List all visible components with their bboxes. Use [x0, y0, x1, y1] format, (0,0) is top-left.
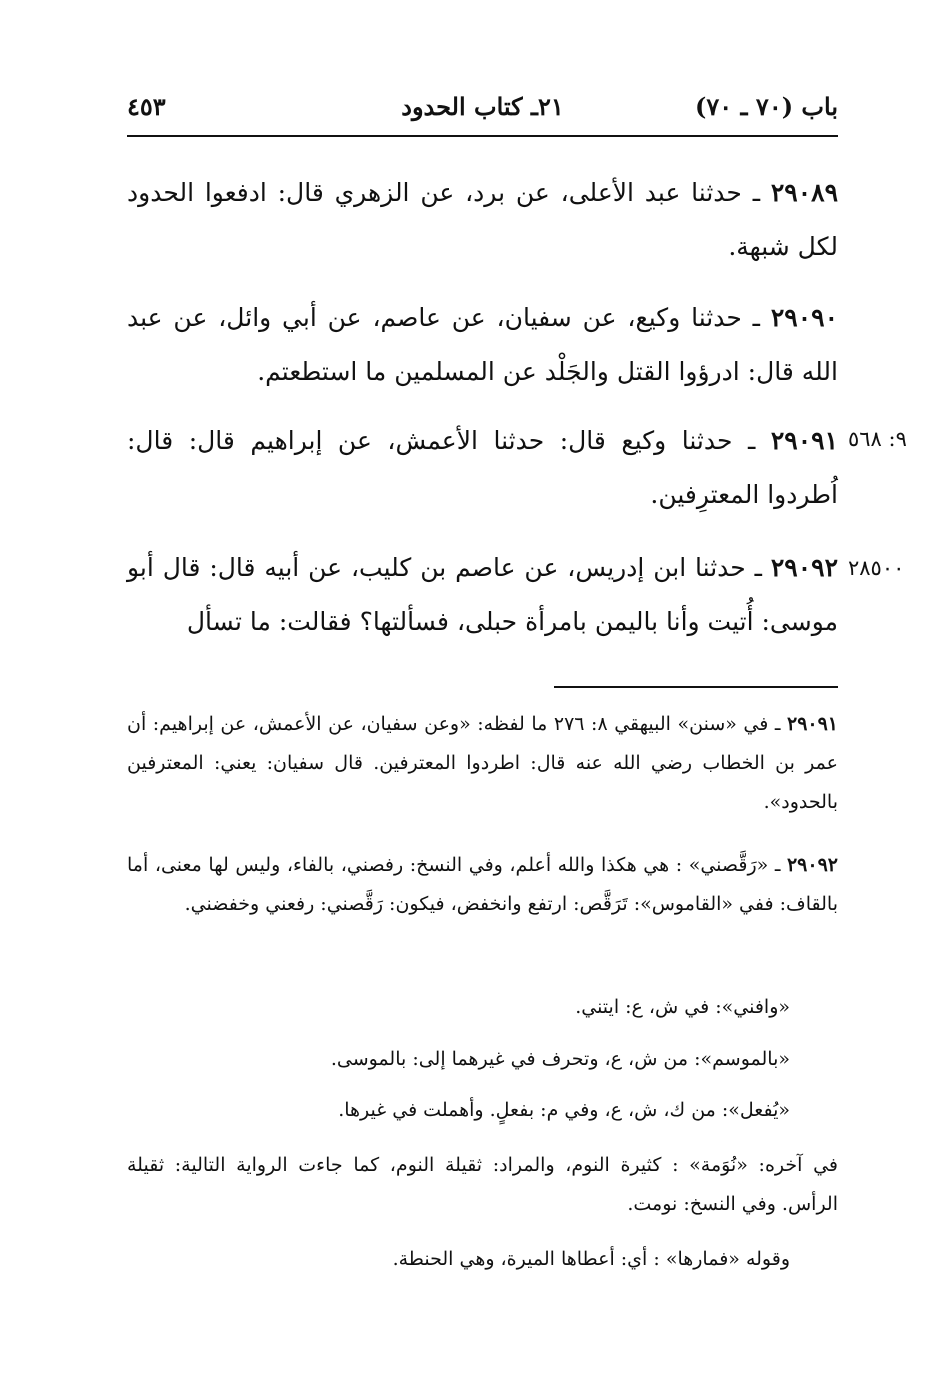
hadith-text: ـ حدثنا عبد الأعلى، عن برد، عن الزهري قال: ادفعوا الحدود لكل شبهة. — [127, 178, 838, 261]
footnote-note: في آخره: «نُوَمة» : كثيرة النوم، والمراد: ثقيلة النوم، كما جاءت الرواية التالية: ثقيلة الرأس. وفي النسخ: نومت. — [127, 1154, 838, 1215]
footnote-29092 — [127, 846, 838, 924]
footnote-note: وقوله «فمارها» : أي: أعطاها الميرة، وهي الحنطة. — [392, 1248, 790, 1270]
hadith-text: ـ حدثنا وكيع قال: حدثنا الأعمش، عن إبراهيم قال: قال: اُطردوا المعترِفين. — [127, 426, 838, 509]
page-header — [127, 88, 838, 132]
page-number: ٤٥٣ — [127, 92, 166, 121]
footnote-text: ـ «رَقَّصني» : هي هكذا والله أعلم، وفي النسخ: رفصني، بالفاء، وليس لها معنى، أما بالقاف: ففي «القاموس»: تَرَقَّص: ارتفع وانخفض، فيكون: رَقَّصني: رفعني وخفضني. — [127, 854, 838, 915]
hadith-number: ٢٩٠٩٢ — [770, 553, 838, 582]
hadith-number: ٢٩٠٩١ — [770, 426, 838, 455]
footnote-number: ٢٩٠٩٢ — [786, 854, 838, 876]
book-title: ٢١ـ كتاب الحدود — [401, 92, 564, 121]
footnote-note: «يُفعل»: من ك، ش، ع، وفي م: بفعلٍ. وأهملت في غيرها. — [338, 1099, 790, 1121]
footnote-note: «وافني»: في ش، ع: ايتني. — [575, 996, 790, 1018]
footnote-29091 — [127, 705, 838, 822]
hadith-29090 — [127, 291, 838, 399]
footnote-number: ٢٩٠٩١ — [786, 713, 839, 735]
footnote-rule — [554, 686, 838, 688]
margin-reference: ٩: ٥٦٨ — [848, 427, 907, 451]
hadith-text: ـ حدثنا وكيع، عن سفيان، عن عاصم، عن أبي وائل، عن عبد الله قال: ادرؤوا القتل والجَلْد عن المسلمين ما استطعتم. — [127, 303, 838, 386]
margin-reference: ٢٨٥٠٠ — [848, 556, 905, 580]
footnote-text: ـ في «سنن» البيهقي ٨: ٢٧٦ ما لفظه: «وعن سفيان، عن الأعمش، عن إبراهيم: أن عمر بن الخطاب رضي الله عنه قال: اطردوا المعترفين. قال سفيان: يعني: المعترفين بالحدود». — [127, 713, 838, 813]
hadith-29089 — [127, 166, 838, 274]
hadith-text: ـ حدثنا ابن إدريس، عن عاصم بن كليب، عن أبيه قال: قال أبو موسى: أُتيت وأنا باليمن بامرأة حبلى، فسألتها؟ فقالت: ما تسأل — [127, 553, 838, 636]
hadith-number: ٢٩٠٨٩ — [770, 178, 838, 207]
header-rule — [127, 135, 838, 137]
hadith-number: ٢٩٠٩٠ — [770, 303, 838, 332]
hadith-29091 — [127, 414, 838, 522]
chapter-title: باب (٧٠ ـ ٧٠) — [695, 92, 838, 121]
footnote-note: «بالموسم»: من ش، ع، وتحرف في غيرهما إلى: بالموسى. — [330, 1048, 790, 1070]
hadith-29092 — [127, 541, 838, 649]
